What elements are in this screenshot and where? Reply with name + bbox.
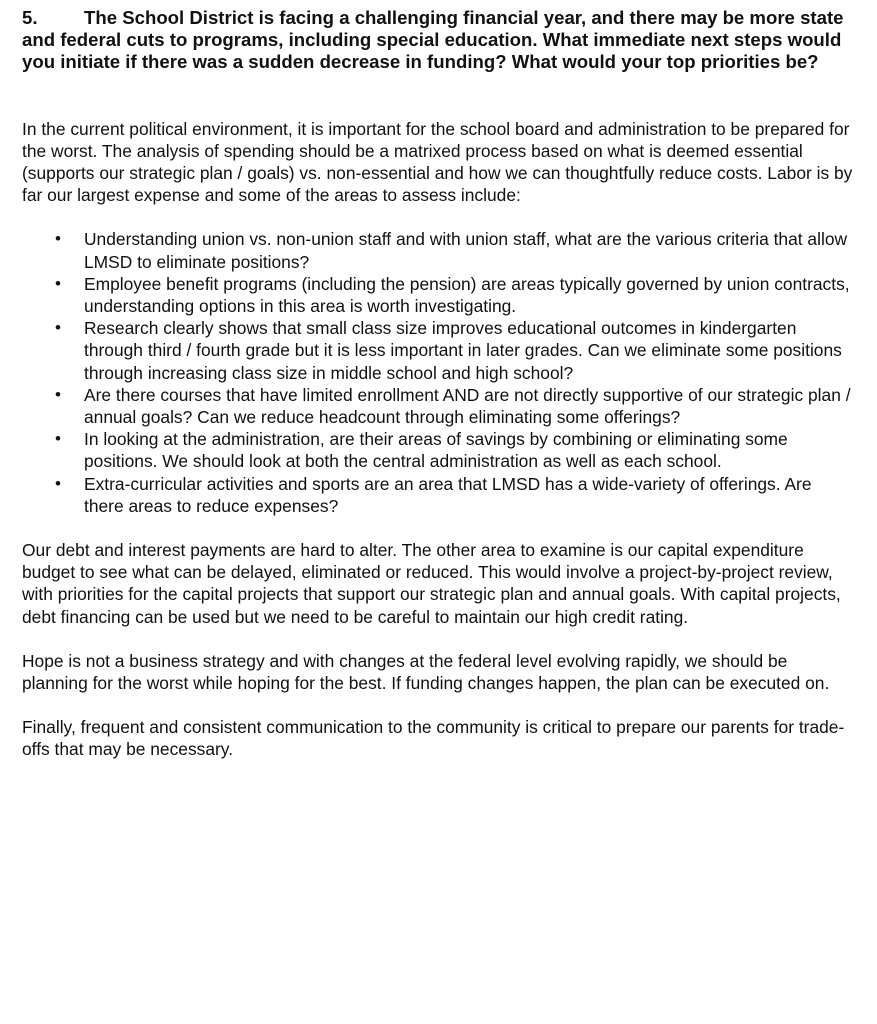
intro-paragraph: In the current political environment, it is important for the school board and administration to be prepared for the worst. The analysis of spending should be a matrixed process based on what is deemed essential (supports our strategic plan / goals) vs. non-essential and how we can thoughtfully reduce costs. Labor is by far our largest expense and some of the areas to assess include: bbox=[22, 118, 853, 206]
list-item bbox=[22, 384, 854, 428]
assessment-areas-list bbox=[22, 228, 854, 517]
list-item-text: Understanding union vs. non-union staff and with union staff, what are the various criteria that allow LMSD to eliminate positions? bbox=[84, 229, 848, 272]
question-text: The School District is facing a challenging financial year, and there may be more state and federal cuts to programs, including special education. What immediate next steps would you initiate if there was a sudden decrease in funding? What would your top priorities be? bbox=[22, 7, 844, 73]
list-item-text: Employee benefit programs (including the pension) are areas typically governed by union contracts, understanding options in this area is worth investigating. bbox=[84, 273, 850, 317]
closing-paragraph: Finally, frequent and consistent communication to the community is critical to prepare our parents for trade-offs that may be necessary. bbox=[22, 717, 845, 760]
bullet-icon: • bbox=[55, 384, 61, 404]
hope-paragraph: Hope is not a business strategy and with changes at the federal level evolving rapidly, we should be planning for the worst while hoping for the best. If funding changes happen, the plan can be executed on. bbox=[22, 650, 830, 694]
list-item bbox=[22, 228, 854, 272]
debt-paragraph: Our debt and interest payments are hard to alter. The other area to examine is our capital expenditure budget to see what can be delayed, eliminated or reduced. This would involve a project-by-project review, with priorities for the capital projects that support our strategic plan and annual goals. With capital projects, debt financing can be used but we need to be careful to maintain our high credit rating. bbox=[22, 540, 841, 627]
list-item bbox=[22, 473, 854, 517]
list-item bbox=[22, 317, 854, 384]
list-item-text: Research clearly shows that small class size improves educational outcomes in kindergarten through third / fourth grade but it is less important in later grades. Can we eliminate some positions through increasing class size in middle school and high school? bbox=[84, 318, 842, 383]
bullet-icon: • bbox=[55, 429, 61, 449]
question-number: 5. bbox=[22, 7, 38, 28]
list-item-text: Are there courses that have limited enrollment AND are not directly supportive of our strategic plan / annual goals? Can we reduce headcount through eliminating some offerings? bbox=[84, 384, 851, 428]
document-page bbox=[22, 7, 854, 761]
bullet-icon: • bbox=[55, 273, 61, 293]
bullet-icon: • bbox=[55, 473, 61, 493]
question-heading bbox=[22, 7, 854, 74]
list-item bbox=[22, 273, 854, 317]
bullet-icon: • bbox=[55, 229, 61, 249]
bullet-icon: • bbox=[55, 318, 61, 338]
list-item-text: Extra-curricular activities and sports are an area that LMSD has a wide-variety of offerings. Are there areas to reduce expenses? bbox=[84, 473, 812, 516]
list-item-text: In looking at the administration, are their areas of savings by combining or eliminating some positions. We should look at both the central administration as well as each school. bbox=[84, 429, 788, 472]
list-item bbox=[22, 428, 854, 472]
